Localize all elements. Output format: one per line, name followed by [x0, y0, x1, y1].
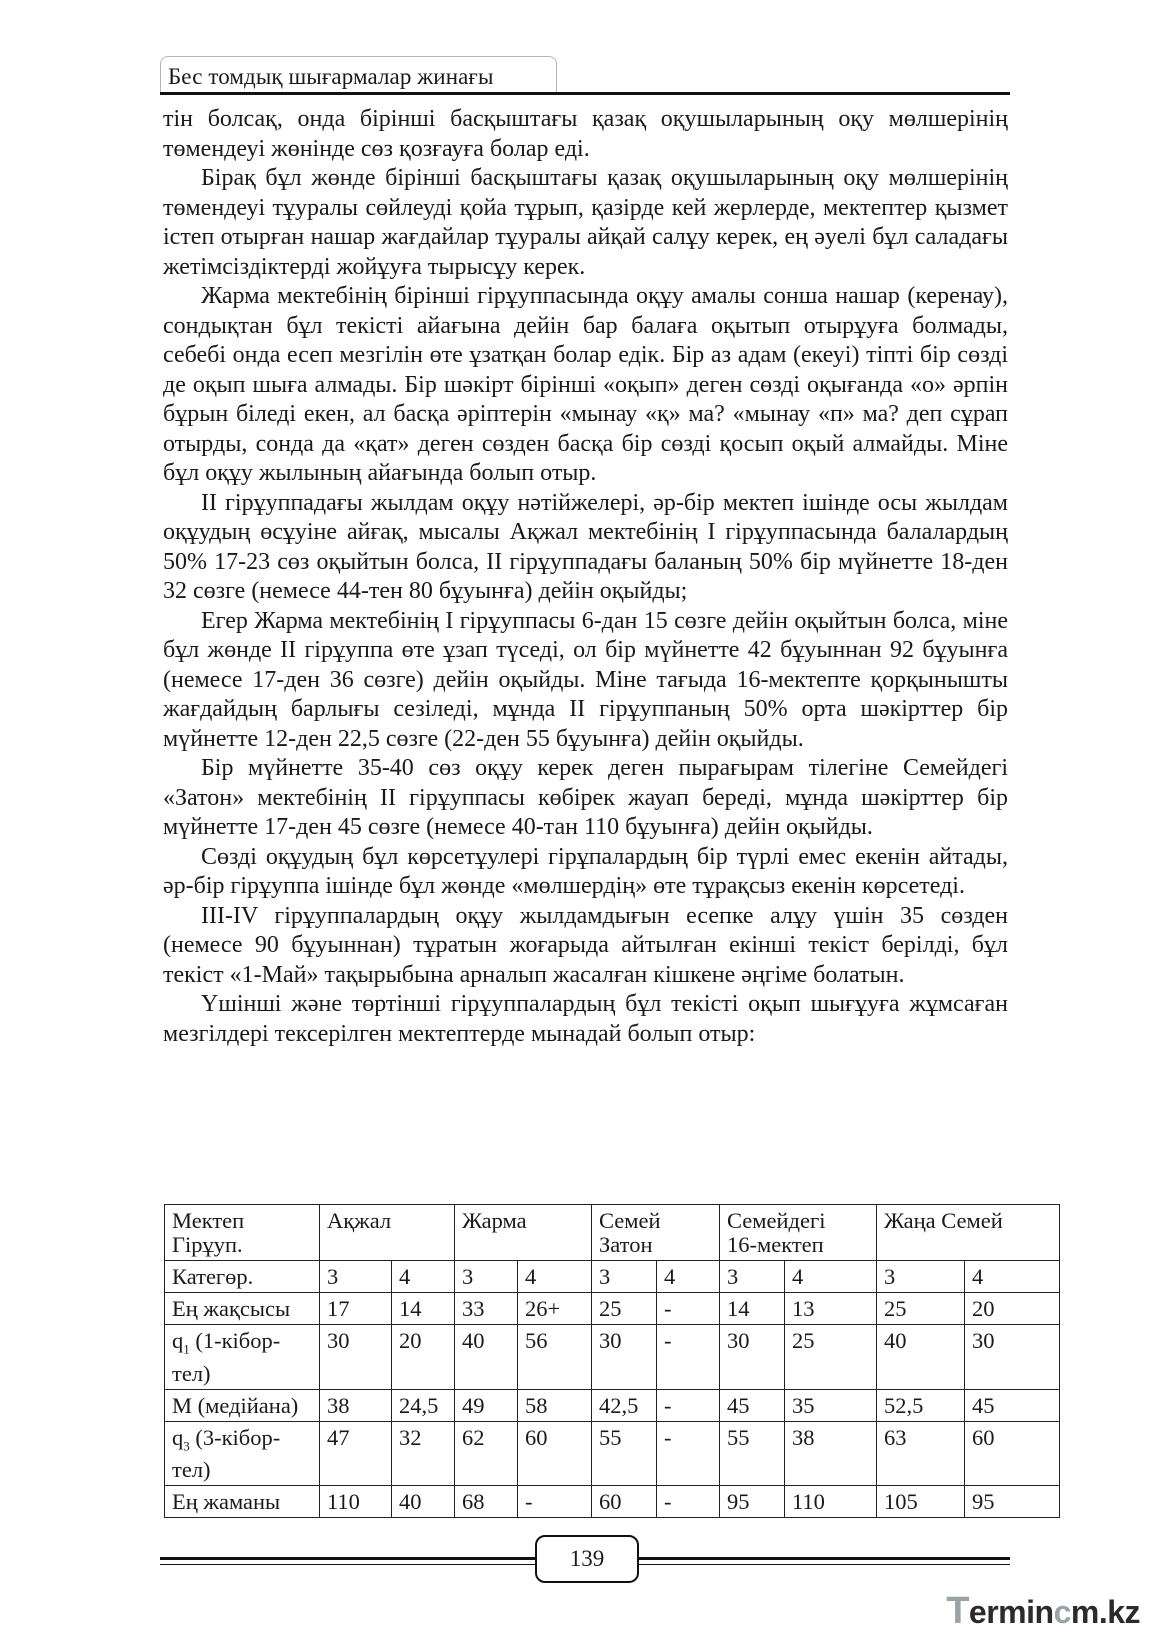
- table-cell: 25: [592, 1293, 657, 1325]
- table-cell: 13: [785, 1293, 877, 1325]
- footer-rule-left: [160, 1557, 535, 1560]
- table-cell: 3: [720, 1261, 785, 1293]
- table-cell: 4: [965, 1261, 1060, 1293]
- table-cell: 30: [592, 1325, 657, 1390]
- paragraph: III-IV гірұуппалардың оқұу жылдамдығын есепке алұу үшін 35 сөзден (немесе 90 бұуыннан) тұратын жоғарыда айтылған екінші текіст берілді, бұл текіст «1-Май» тақырыбына арналып жасалған кішкене әңгіме болатын.: [163, 902, 1008, 988]
- paragraph: Сөзді оқұудың бұл көрсетұулері гірұпалардың бір түрлі емес екенін айтады, әр-бір гірұуппа ішінде бұл жөнде «мөлшердің» өте тұрақсыз екенін көрсетеді.: [163, 843, 1008, 899]
- row-label-subscript: 3: [183, 1438, 190, 1453]
- table-cell: 45: [720, 1389, 785, 1421]
- reading-speed-table: [164, 1204, 1060, 1518]
- table-cell: 40: [877, 1325, 965, 1390]
- table-cell: 30: [320, 1325, 392, 1390]
- school-header: [592, 1205, 720, 1261]
- table-corner-cell: [165, 1205, 320, 1261]
- table-cell: 105: [877, 1486, 965, 1518]
- table-cell: -: [657, 1421, 720, 1486]
- table-row: [165, 1293, 1060, 1325]
- school-name: Семей: [599, 1208, 661, 1233]
- watermark-text: m.kz: [1070, 1594, 1140, 1630]
- table-cell: -: [657, 1293, 720, 1325]
- paragraph: тін болсақ, онда бірінші басқыштағы қазақ оқушыларының оқу мөлшерінің төмендеуі жөнінде сөз қозғауға болар еді.: [163, 106, 1008, 162]
- table-cell: 4: [785, 1261, 877, 1293]
- table-cell: 55: [720, 1421, 785, 1486]
- row-label: Ең жаманы: [165, 1486, 320, 1518]
- row-label-subscript: 1: [183, 1341, 190, 1357]
- school-name: Семейдегі: [727, 1208, 826, 1233]
- body-text: [163, 105, 1008, 1049]
- data-table: [164, 1204, 1060, 1518]
- school-name: 16-мектеп: [727, 1232, 824, 1257]
- row-label: Категөр.: [165, 1261, 320, 1293]
- school-name: Жаңа Семей: [884, 1208, 1003, 1233]
- paragraph: Бір мүйнетте 35-40 сөз оқұу керек деген пырағырам тілегіне Семейдегі «Затон» мектебінің II гірұуппасы көбірек жауап береді, мұнда шәкірттер бір мүйнетте 17-ден 45 сөзге (немесе 40-тан 110 бұуынға) дейін оқыйды.: [163, 755, 1008, 840]
- row-label: М (медійана): [165, 1389, 320, 1421]
- table-row: [165, 1486, 1060, 1518]
- table-header-row: [165, 1205, 1060, 1261]
- table-cell: 38: [785, 1421, 877, 1486]
- table-cell: 4: [518, 1261, 592, 1293]
- table-cell: -: [657, 1486, 720, 1518]
- table-cell: 24,5: [392, 1389, 455, 1421]
- table-cell: 25: [877, 1293, 965, 1325]
- watermark-letter: T: [946, 1590, 969, 1632]
- header-title: Бес томдық шығармалар жинағы: [168, 64, 494, 89]
- table-cell: 60: [592, 1486, 657, 1518]
- table-cell: 49: [455, 1389, 518, 1421]
- table-cell: 33: [455, 1293, 518, 1325]
- school-name: Ақжал: [327, 1208, 392, 1233]
- row-label: [165, 1421, 320, 1486]
- table-cell: 60: [965, 1421, 1060, 1486]
- table-cell: 63: [877, 1421, 965, 1486]
- table-row: [165, 1261, 1060, 1293]
- table-cell: 35: [785, 1389, 877, 1421]
- school-header: [455, 1205, 592, 1261]
- row-label-text: (1-кібор-тел): [172, 1328, 281, 1386]
- table-cell: 32: [392, 1421, 455, 1486]
- table-cell: 17: [320, 1293, 392, 1325]
- page-number: 139: [535, 1535, 639, 1583]
- table-cell: 68: [455, 1486, 518, 1518]
- table-cell: 20: [965, 1293, 1060, 1325]
- table-cell: 60: [518, 1421, 592, 1486]
- school-header: [320, 1205, 455, 1261]
- school-header: [877, 1205, 1060, 1261]
- table-cell: 40: [455, 1325, 518, 1390]
- paragraph: II гірұуппадағы жылдам оқұу нәтійжелері, әр-бір мектеп ішінде осы жылдам оқұудың өсұуіне айғақ, мысалы Ақжал мектебінің I гірұуппасында балалардың 50% 17-23 сөз оқыйтын болса, II гірұуппадағы баланың 50% бір мүйнетте 18-ден 32 сөзге (немесе 44-тен 80 бұуынға) дейін оқыйды;: [163, 489, 1008, 604]
- table-cell: 25: [785, 1325, 877, 1390]
- table-cell: -: [657, 1389, 720, 1421]
- table-cell: 40: [392, 1486, 455, 1518]
- table-cell: 38: [320, 1389, 392, 1421]
- table-cell: 14: [392, 1293, 455, 1325]
- table-row: [165, 1389, 1060, 1421]
- row-label-symbol: q: [172, 1424, 184, 1450]
- school-name: Затон: [599, 1232, 653, 1257]
- table-body: [165, 1261, 1060, 1518]
- table-cell: 4: [392, 1261, 455, 1293]
- table-cell: 47: [320, 1421, 392, 1486]
- table-cell: 4: [657, 1261, 720, 1293]
- table-cell: -: [518, 1486, 592, 1518]
- footer-rule-right: [635, 1557, 1010, 1560]
- table-cell: -: [657, 1325, 720, 1390]
- paragraph: Егер Жарма мектебінің I гірұуппасы 6-дан 15 сөзге дейін оқыйтын болса, міне бұл жөнде II гірұуппа өте ұзап түседі, ол бір мүйнетте 42 бұуыннан 92 бұуынға (немесе 17-ден 36 сөзге) дейін оқыйды. Міне тағыда 16-мектепте қорқынышты жағдайдың барлығы сезіледі, мұнда II гірұуппаның 50% орта шәкірттер бір мүйнетте 12-ден 22,5 сөзге (22-ден 55 бұуынға) дейін оқыйды.: [163, 607, 1008, 752]
- row-label-text: (3-кібор-тел): [172, 1424, 281, 1482]
- table-cell: 26+: [518, 1293, 592, 1325]
- table-cell: 58: [518, 1389, 592, 1421]
- table-cell: 62: [455, 1421, 518, 1486]
- table-cell: 55: [592, 1421, 657, 1486]
- table-cell: 3: [877, 1261, 965, 1293]
- footer-rule-right-thin: [635, 1564, 1010, 1565]
- running-header: [160, 50, 1010, 94]
- table-cell: 110: [785, 1486, 877, 1518]
- footer-rule-left-thin: [160, 1564, 535, 1565]
- table-cell: 14: [720, 1293, 785, 1325]
- table-cell: 42,5: [592, 1389, 657, 1421]
- paragraph: Бірақ бұл жөнде бірінші басқыштағы қазақ оқушыларының оқу мөлшерінің төмендеуі тұуралы сөйлеуді қойа тұрып, қазірде кей жерлерде, мектептер қызмет істеп отырған нашар жағдайлар тұуралы айқай салұу керек, ең әуелі бұл саладағы жетімсіздіктерді жойұуға тырысұу керек.: [163, 165, 1008, 280]
- table-cell: 30: [965, 1325, 1060, 1390]
- school-header: [720, 1205, 877, 1261]
- table-cell: 45: [965, 1389, 1060, 1421]
- site-watermark: [946, 1590, 1140, 1633]
- corner-line: Мектеп: [172, 1208, 245, 1233]
- table-cell: 3: [320, 1261, 392, 1293]
- paragraph: Үшінші және төртінші гірұуппалардың бұл текісті оқып шығұуға жұмсаған мезгілдері тексерілген мектептерде мынадай болып отыр:: [163, 991, 1008, 1047]
- page-footer: [160, 1535, 1010, 1585]
- table-cell: 110: [320, 1486, 392, 1518]
- table-cell: 95: [965, 1486, 1060, 1518]
- table-cell: 3: [455, 1261, 518, 1293]
- table-cell: 3: [592, 1261, 657, 1293]
- header-rule: [160, 92, 1010, 95]
- row-label: [165, 1325, 320, 1390]
- table-cell: 52,5: [877, 1389, 965, 1421]
- table-cell: 95: [720, 1486, 785, 1518]
- table-row: [165, 1325, 1060, 1390]
- table-cell: 30: [720, 1325, 785, 1390]
- watermark-text: ermin: [968, 1594, 1054, 1630]
- table-cell: 20: [392, 1325, 455, 1390]
- row-label-symbol: q: [172, 1328, 184, 1353]
- school-name: Жарма: [462, 1208, 527, 1233]
- table-row: [165, 1421, 1060, 1486]
- row-label: Ең жақсысы: [165, 1293, 320, 1325]
- watermark-letter: c: [1053, 1594, 1071, 1630]
- paragraph: Жарма мектебінің бірінші гірұуппасында оқұу амалы сонша нашар (керенау), сондықтан бұл текісті айағына дейін бар балаға оқытып отырұуға болмады, себебі онда есеп мезгілін өте ұзатқан болар едік. Бір аз адам (екеуі) тіпті бір сөзді де оқып шыға алмады. Бір шәкірт бірінші «оқып» деген сөзді оқығанда «о» әрпін бұрын біледі екен, ал басқа әріптерін «мынау «қ» ма? «мынау «п» ма? деп сұрап отырды, сонда да «қат» деген сөзден басқа бір сөзді қосып оқый алмайды. Міне бұл оқұу жылының айағында болып отыр.: [163, 283, 1008, 486]
- corner-line: Гірұуп.: [172, 1232, 243, 1257]
- table-cell: 56: [518, 1325, 592, 1390]
